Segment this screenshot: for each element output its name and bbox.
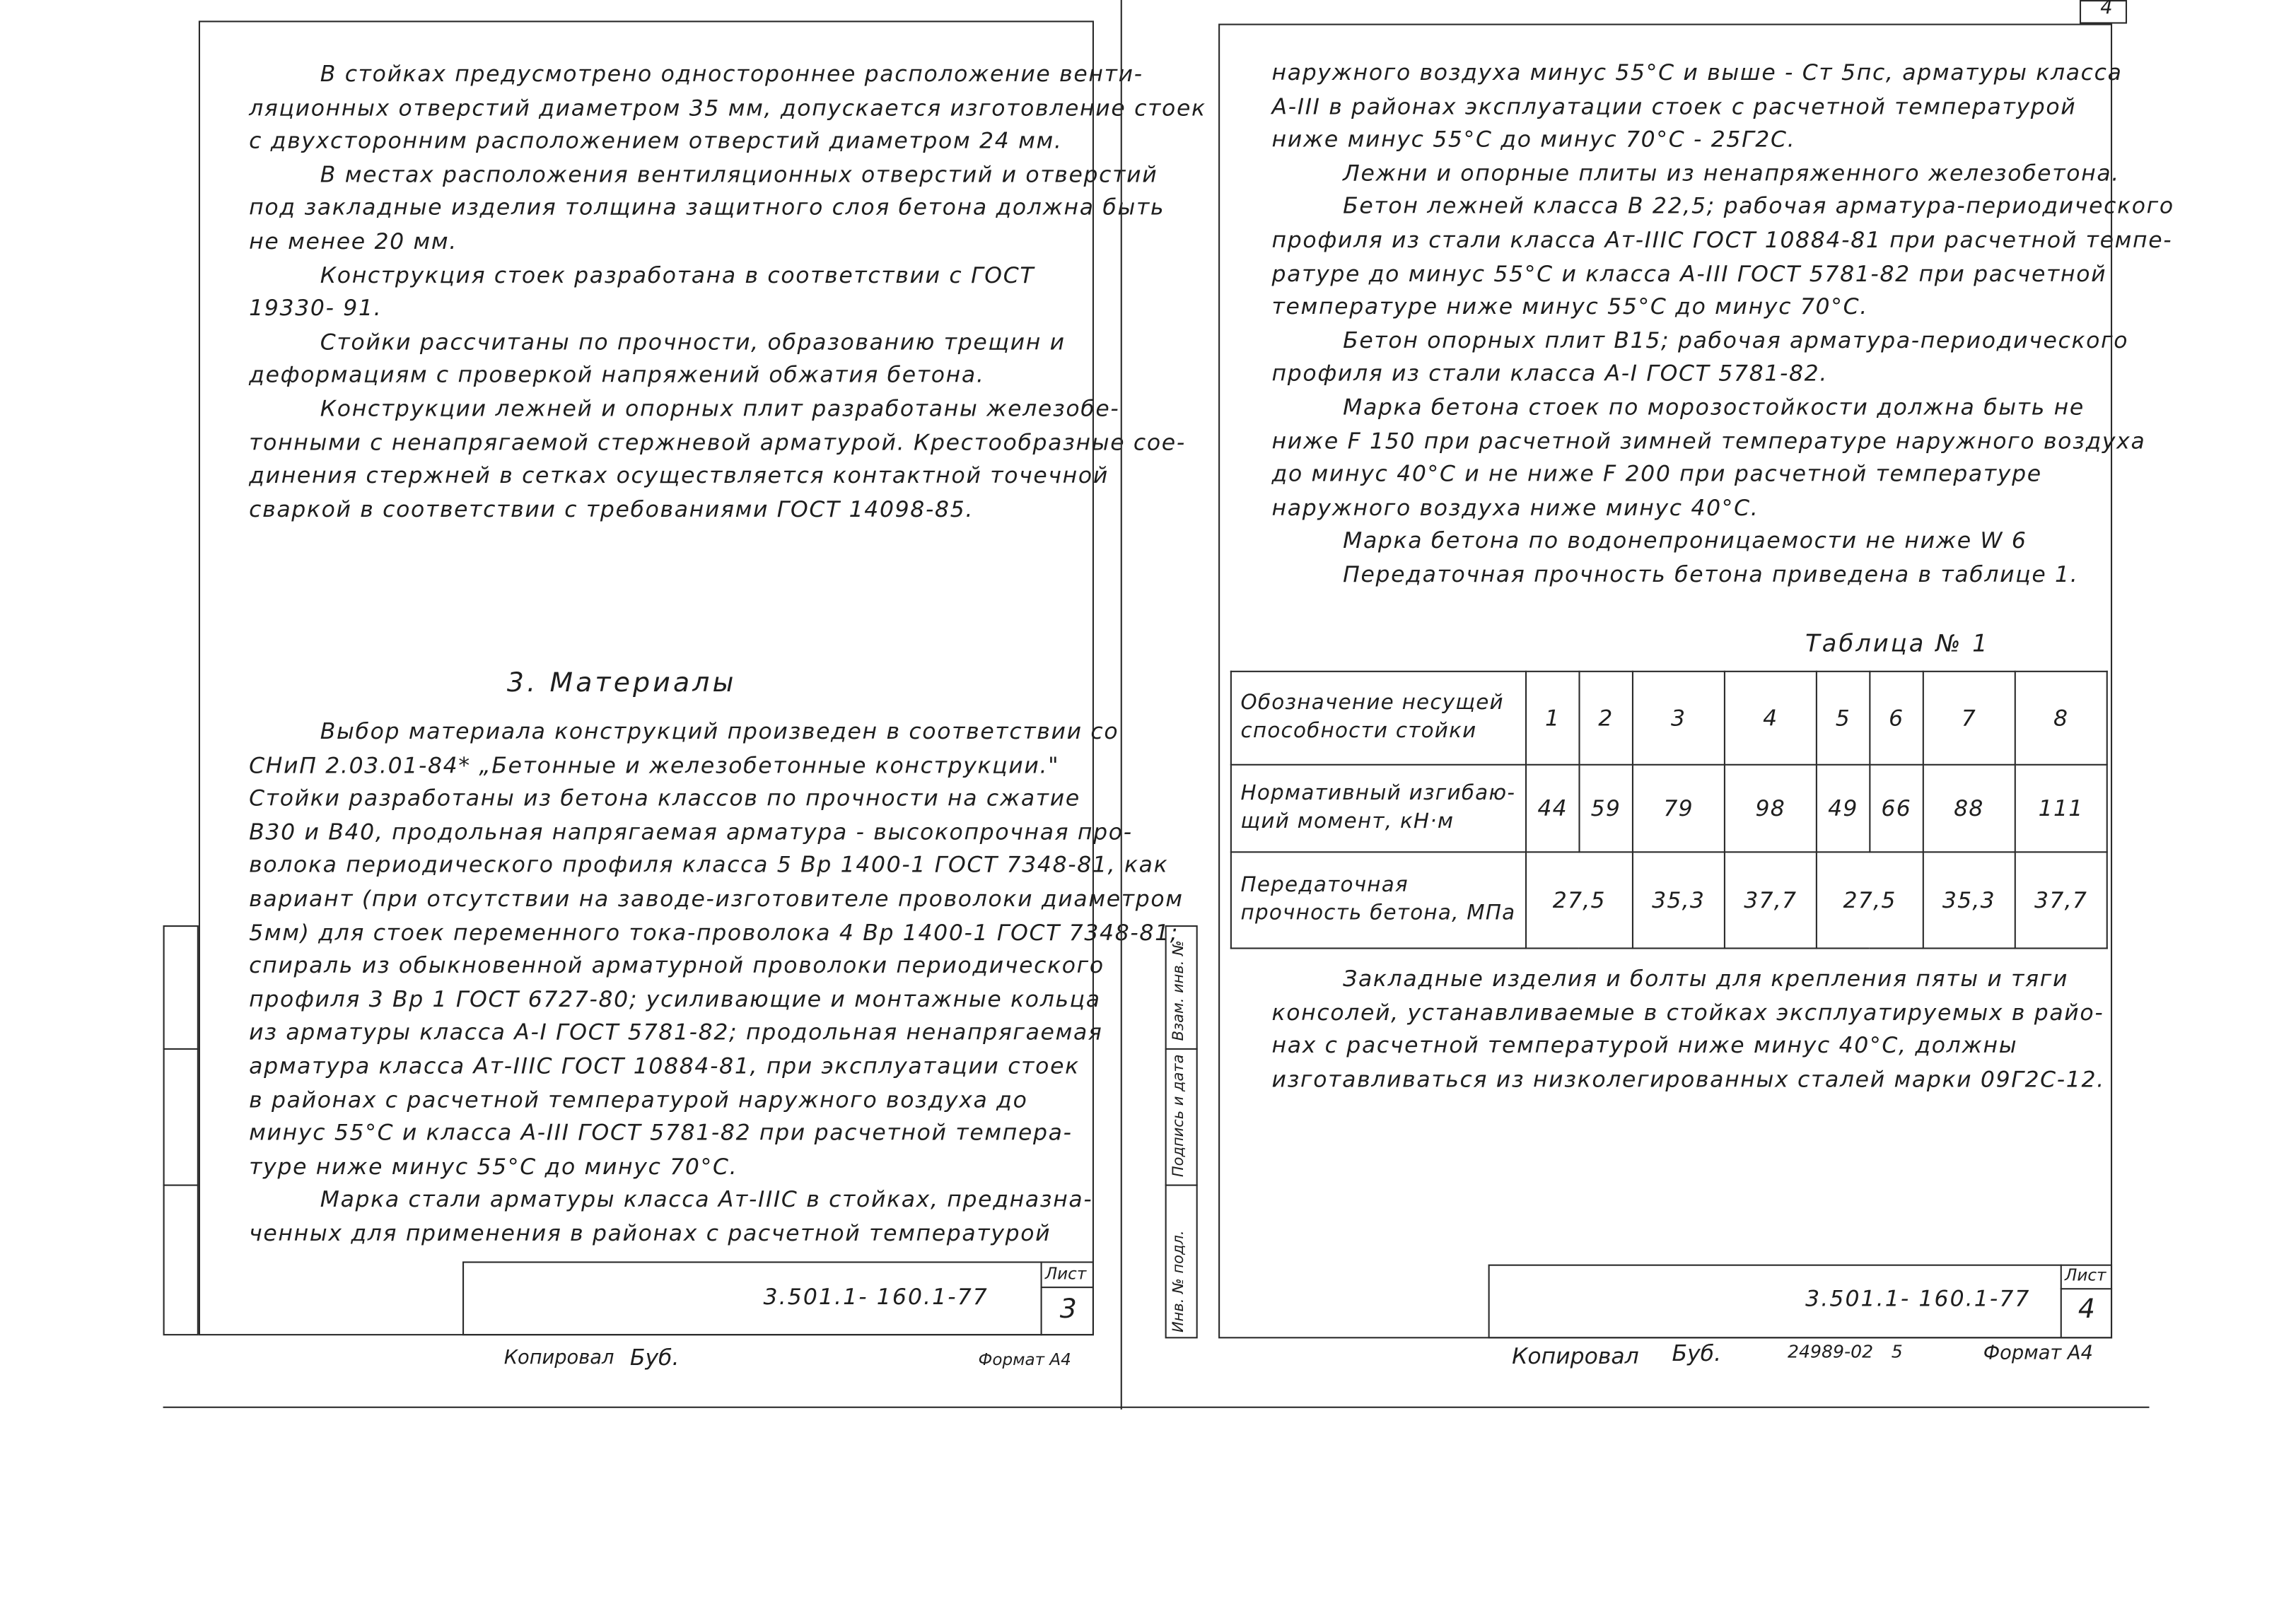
materials-line: 5мм) для стоек переменного тока-проволока 4 Вр 1400-1 ГОСТ 7348-81; — [249, 918, 1179, 946]
table-cell: 111 — [2015, 765, 2106, 853]
materials-line: Стойки разработаны из бетона классов по прочности на сжатие — [249, 785, 1080, 812]
side-strip-divider — [163, 1185, 199, 1186]
table-cell: 7 — [1923, 672, 2015, 765]
table-cell: 37,7 — [1725, 852, 1817, 948]
side-strip-divider — [1165, 1185, 1198, 1186]
right-line: до минус 40°С и не ниже F 200 при расчетной температуре — [1271, 460, 2042, 488]
left-intro-line: деформациям с проверкой напряжений обжатия бетона. — [249, 361, 985, 389]
right-line: Марка бетона по водонепроницаемости не ниже W 6 — [1343, 527, 2027, 554]
table-cell: 88 — [1923, 765, 2015, 853]
left-intro-line: сваркой в соответствии с требованиями ГОСТ 14098-85. — [249, 496, 974, 522]
left-footer-copied: Копировал — [503, 1347, 614, 1370]
closing-text — [1271, 962, 2105, 1096]
right-line: Передаточная прочность бетона приведена в таблице 1. — [1343, 561, 2079, 588]
left-intro-line: В стойках предусмотрено одностороннее расположение венти- — [320, 60, 1143, 88]
table-cell: 3 — [1633, 672, 1725, 765]
materials-line: арматура класса Ат-IIIС ГОСТ 10884-81, при эксплуатации стоек — [249, 1053, 1080, 1079]
bottom-edge-line — [163, 1407, 2150, 1408]
closing-line: изготавливаться из низколегированных сталей марки 09Г2С-12. — [1271, 1065, 2105, 1093]
left-footer-signature: Буб. — [629, 1344, 680, 1371]
left-side-strip — [163, 925, 199, 1335]
right-line: ниже минус 55°С до минус 70°С - 25Г2С. — [1271, 126, 1796, 153]
right-line: температуре ниже минус 55°С до минус 70°С. — [1271, 293, 1868, 320]
table-cell: 98 — [1725, 765, 1817, 853]
table-cell: 8 — [2015, 672, 2106, 765]
table-cell: 59 — [1579, 765, 1632, 853]
table-cell: 79 — [1633, 765, 1725, 853]
right-line: Бетон опорных плит В15; рабочая арматура-периодического — [1343, 327, 2129, 354]
table-cell: 5 — [1817, 672, 1870, 765]
right-line: ратуре до минус 55°С и класса А-III ГОСТ 5781-82 при расчетной — [1271, 259, 2107, 287]
left-intro-line: Конструкции лежней и опорных плит разработаны железобе- — [320, 395, 1120, 422]
left-intro-line: динения стержней в сетках осуществляется контактной точечной — [249, 462, 1109, 489]
left-intro-line: Конструкция стоек разработана в соответствии с ГОСТ — [320, 261, 1035, 288]
table-cell: 1 — [1526, 672, 1579, 765]
center-fold-line — [1121, 0, 1122, 1410]
right-line: наружного воздуха ниже минус 40°С. — [1271, 493, 1759, 521]
table-cell: 2 — [1579, 672, 1632, 765]
table-row-designation — [1231, 672, 2107, 765]
materials-line: вариант (при отсутствии на заводе-изготовителе проволоки диаметром — [249, 885, 1184, 913]
materials-line: Марка стали арматуры класса Ат-IIIС в стойках, предназна- — [320, 1186, 1093, 1214]
materials-line: из арматуры класса А-I ГОСТ 5781-82; продольная ненапрягаемая — [249, 1019, 1103, 1046]
closing-line: нах с расчетной температурой ниже минус 40°С, должны — [1271, 1032, 2018, 1059]
table-cell: 6 — [1870, 672, 1923, 765]
right-footer-format: Формат А4 — [1983, 1342, 2093, 1366]
table-row-moment — [1231, 765, 2107, 853]
right-stamp-sheet-label: Лист — [2064, 1265, 2106, 1285]
table-cell: 44 — [1526, 765, 1579, 853]
materials-line: профиля 3 Вр 1 ГОСТ 6727-80; усиливающие и монтажные кольца — [249, 985, 1101, 1013]
right-line: ниже F 150 при расчетной зимней температуре наружного воздуха — [1271, 427, 2146, 455]
left-intro-line: не менее 20 мм. — [249, 228, 458, 255]
left-intro-line: 19330- 91. — [249, 295, 383, 322]
right-stamp-sheet-number: 4 — [2078, 1294, 2097, 1325]
table-caption: Таблица № 1 — [1805, 629, 1990, 657]
right-footer-order: 24989-02 — [1788, 1341, 1874, 1362]
section-title: 3. Материалы — [506, 667, 737, 699]
materials-line: минус 55°С и класса А-III ГОСТ 5781-82 при расчетной темпера- — [249, 1119, 1073, 1147]
table-header-cell: Передаточная прочность бетона, МПа — [1231, 852, 1526, 948]
left-footer-format: Формат А4 — [978, 1350, 1071, 1370]
left-stamp-divider — [1041, 1261, 1042, 1335]
side-label-replace: Взам. инв. № — [1170, 940, 1188, 1041]
left-stamp-divider — [1041, 1287, 1094, 1288]
materials-line: Выбор материала конструкций произведен в соответствии со — [320, 718, 1119, 745]
side-strip-divider — [163, 1048, 199, 1050]
table-cell: 27,5 — [1817, 852, 1923, 948]
table-header-cell: Нормативный изгибаю- щий момент, кН·м — [1231, 765, 1526, 853]
left-intro-line: тонными с ненапрягаемой стержневой арматурой. Крестообразные сое- — [249, 428, 1186, 456]
right-line: Марка бетона стоек по морозостойкости должна быть не — [1343, 393, 2085, 421]
right-line: Бетон лежней класса В 22,5; рабочая арматура-периодического — [1343, 193, 2174, 220]
materials-line: туре ниже минус 55°С до минус 70°С. — [249, 1152, 738, 1180]
left-intro-line: под закладные изделия толщина защитного слоя бетона должна быть — [249, 194, 1165, 221]
right-line: профиля из стали класса А-I ГОСТ 5781-82. — [1271, 360, 1829, 387]
table-1 — [1230, 671, 2108, 949]
table-row-strength — [1231, 852, 2107, 948]
right-footer-signature: Буб. — [1672, 1340, 1722, 1367]
side-label-inventory: Инв. № подл. — [1170, 1230, 1188, 1332]
side-label-signature: Подпись и дата — [1170, 1054, 1188, 1178]
right-stamp-divider — [2061, 1265, 2062, 1339]
materials-line: ченных для применения в районах с расчетной температурой — [249, 1219, 1051, 1247]
right-text — [1271, 57, 2174, 592]
table-cell: 27,5 — [1526, 852, 1633, 948]
table-cell: 4 — [1725, 672, 1817, 765]
materials-line: СНиП 2.03.01-84* „Бетонные и железобетонные конструкции." — [249, 751, 1060, 778]
left-intro-line: Стойки рассчитаны по прочности, образованию трещин и — [320, 328, 1066, 356]
left-stamp-code: 3.501.1- 160.1-77 — [763, 1283, 989, 1311]
right-line: А-III в районах эксплуатации стоек с расчетной температурой — [1271, 93, 2077, 119]
right-line: наружного воздуха минус 55°С и выше - Ст 5пс, арматуры класса — [1271, 59, 2123, 86]
right-stamp-divider — [2061, 1288, 2112, 1289]
right-line: профиля из стали класса Ат-IIIС ГОСТ 10884-81 при расчетной темпе- — [1271, 226, 2173, 254]
left-stamp-sheet-label: Лист — [1044, 1264, 1087, 1284]
right-stamp-code: 3.501.1- 160.1-77 — [1805, 1284, 2031, 1312]
left-intro-text — [249, 58, 1206, 526]
right-footer-copied: Копировал — [1512, 1342, 1639, 1370]
left-stamp-sheet-number: 3 — [1059, 1294, 1078, 1325]
table-cell: 35,3 — [1923, 852, 2015, 948]
closing-line: консолей, устанавливаемые в стойках эксплуатируемых в райо- — [1271, 998, 2104, 1026]
materials-line: спираль из обыкновенной арматурной проволоки периодического — [249, 952, 1105, 979]
left-intro-line: ляционных отверстий диаметром 35 мм, допускается изготовление стоек — [249, 94, 1206, 121]
table-header-cell: Обозначение несущей способности стойки — [1231, 672, 1526, 765]
table-cell: 37,7 — [2015, 852, 2106, 948]
table-cell: 49 — [1817, 765, 1870, 853]
right-line: Лежни и опорные плиты из ненапряженного железобетона. — [1343, 159, 2120, 187]
materials-line: в районах с расчетной температурой наружного воздуха до — [249, 1086, 1028, 1113]
closing-line: Закладные изделия и болты для крепления пяты и тяги — [1343, 965, 2069, 992]
corner-number: 4 — [2100, 0, 2114, 20]
left-intro-line: В местах расположения вентиляционных отверстий и отверстий — [320, 160, 1158, 188]
materials-line: волока периодического профиля класса 5 Вр 1400-1 ГОСТ 7348-81, как — [249, 852, 1169, 879]
right-footer-num: 5 — [1891, 1341, 1903, 1362]
materials-line: В30 и В40, продольная напрягаемая арматура - высокопрочная про- — [249, 818, 1133, 845]
side-strip-divider — [1165, 1048, 1198, 1050]
table-cell: 35,3 — [1633, 852, 1725, 948]
table-cell: 66 — [1870, 765, 1923, 853]
left-intro-line: с двухсторонним расположением отверстий диаметром 24 мм. — [249, 127, 1063, 155]
